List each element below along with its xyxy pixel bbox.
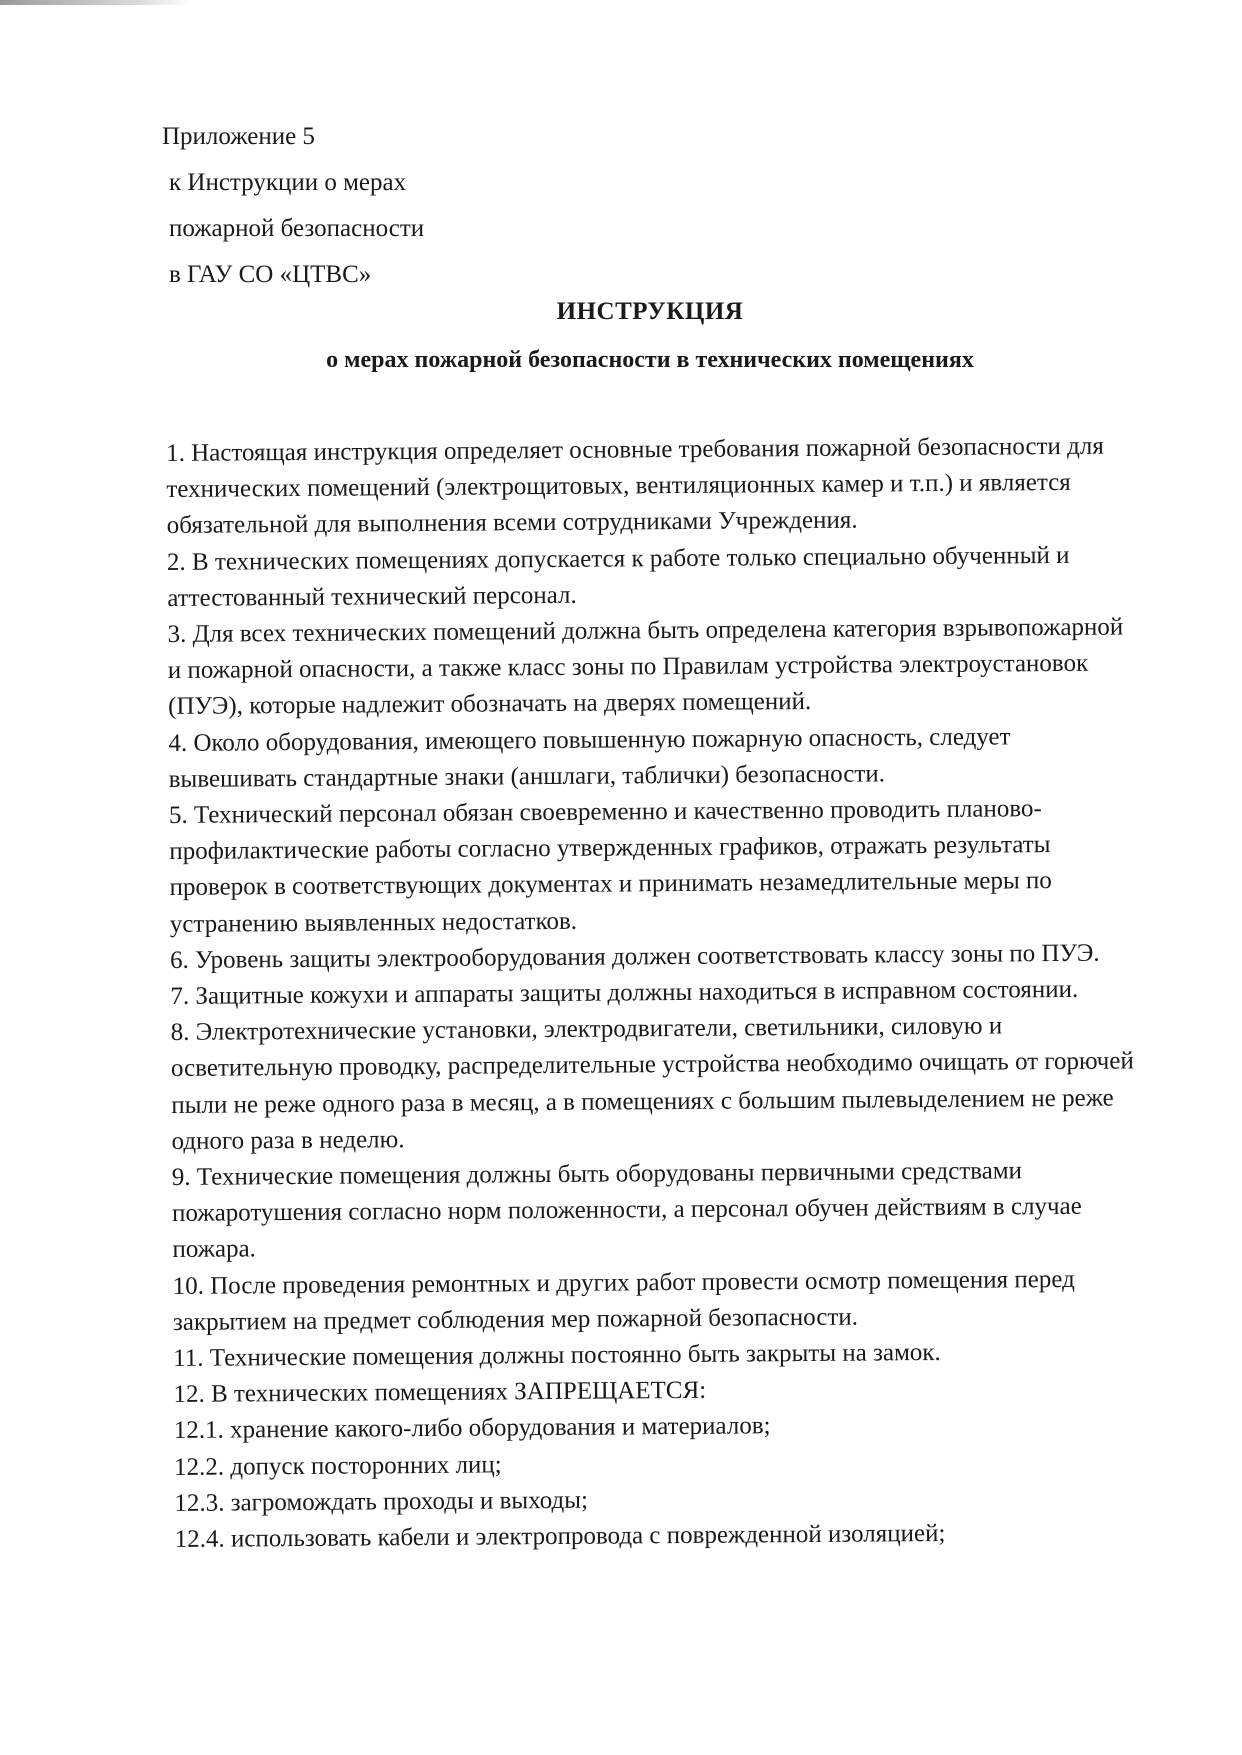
- instruction-item-4: 4. Около оборудования, имеющего повышенную пожарную опасность, следует вывешивать стандартные знаки (аншлаги, таблички) безопасности.: [168, 723, 1011, 793]
- instruction-item-3: 3. Для всех технических помещений должна быть определена категория взрывопожарной и пожарной опасности, а также класс зоны по Правилам устройства электроустановок (ПУЭ), которые надлежит обозначать на дверях помещений.: [167, 613, 1124, 721]
- instruction-item-6: 6. Уровень защиты электрооборудования должен соответствовать классу зоны по ПУЭ.: [170, 939, 1100, 974]
- instruction-item-8: 8. Электротехнические установки, электродвигатели, светильники, силовую и осветительную проводку, распределительные устройства необходимо очищать от горючей пыли не реже одного раза в месяц, а в помещениях с большим пылевыделением не реже одного раза в неделю.: [170, 1012, 1134, 1155]
- appendix-organization: в ГАУ СО «ЦТВС»: [169, 261, 372, 288]
- appendix-number: Приложение 5: [162, 123, 315, 150]
- instruction-item-1: 1. Настоящая инструкция определяет основные требования пожарной безопасности для технических помещений (электрощитовых, вентиляционных камер и т.п.) и является обязательной для выполнения всеми сотрудниками Учреждения.: [166, 432, 1104, 540]
- instruction-item-10: 10. После проведения ремонтных и других работ провести осмотр помещения перед закрытием на предмет соблюдения мер пожарной безопасности.: [172, 1265, 1075, 1336]
- document-subtitle: о мерах пожарной безопасности в технических помещениях: [326, 347, 974, 373]
- instruction-body: [166, 428, 1145, 1558]
- instruction-subitem-12-2: 12.2. допуск посторонних лиц;: [173, 1451, 502, 1481]
- instruction-item-5: 5. Технический персонал обязан своевременно и качественно проводить планово-профилактические работы согласно утвержденных графиков, отражать результаты проверок в соответствующих документах и принимать незамедлительные меры по устранению выявленных недостатков.: [168, 795, 1052, 938]
- instruction-subitem-12-3: 12.3. загромождать проходы и выходы;: [174, 1486, 589, 1517]
- appendix-header: [162, 114, 424, 298]
- appendix-reference-line: к Инструкции о мерах: [169, 169, 407, 196]
- instruction-item-11: 11. Технические помещения должны постоянно быть закрыты на замок.: [173, 1339, 941, 1373]
- instruction-item-12: 12. В технических помещениях ЗАПРЕЩАЕТСЯ:: [173, 1377, 707, 1409]
- document-title: ИНСТРУКЦИЯ: [556, 298, 744, 325]
- instruction-item-2: 2. В технических помещениях допускается к работе только специально обученный и аттестованный технический персонал.: [166, 541, 1070, 612]
- appendix-reference-line: пожарной безопасности: [169, 215, 425, 242]
- scan-edge-shadow: [0, 0, 190, 5]
- instruction-subitem-12-1: 12.1. хранение какого-либо оборудования и материалов;: [173, 1412, 771, 1445]
- instruction-item-9: 9. Технические помещения должны быть оборудованы первичными средствами пожаротушения согласно норм положенности, а персонал обучен действиям в случае пожара.: [171, 1157, 1082, 1264]
- instruction-item-7: 7. Защитные кожухи и аппараты защиты должны находиться в исправном состоянии.: [170, 975, 1079, 1011]
- instruction-subitem-12-4: 12.4. использовать кабели и электропровода с поврежденной изоляцией;: [174, 1520, 946, 1554]
